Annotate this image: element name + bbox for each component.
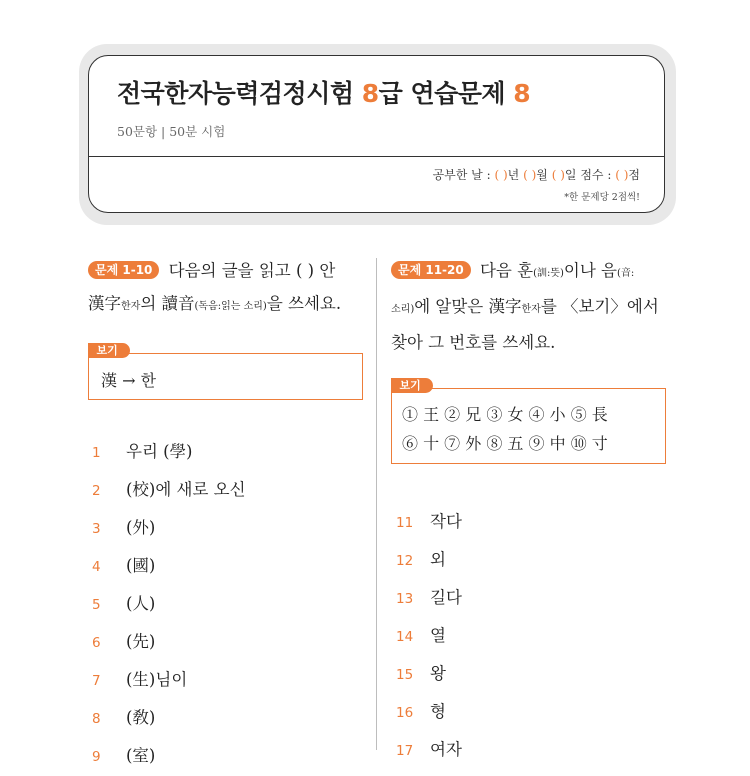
- test-info: 50문항 | 50분 시험: [117, 124, 226, 139]
- question-item: 6 (先): [92, 632, 156, 651]
- page-title: 전국한자능력검정시험 8급 연습문제 8: [117, 79, 531, 108]
- example-label: 보기: [391, 378, 433, 393]
- question-item: 16 형: [396, 702, 446, 721]
- question-item: 11 작다: [396, 512, 462, 531]
- question-item: 1 우리 (學): [92, 442, 193, 461]
- question-item: 8 (敎): [92, 708, 156, 727]
- study-date-line: 공부한 날 : ( )년 ( )월 ( )일 점수 : ( )점: [432, 168, 640, 182]
- question-item: 14 열: [396, 626, 446, 645]
- example-box-left: [88, 344, 363, 400]
- question-item: 12 외: [396, 550, 446, 569]
- question-list-left: [92, 433, 246, 775]
- example-box-right: [391, 379, 666, 464]
- question-item: 4 (國): [92, 556, 156, 575]
- example-row-2: ⑥ 十 ⑦ 外 ⑧ 五 ⑨ 中 ⑩ 寸: [402, 434, 608, 453]
- header-divider: [89, 156, 664, 157]
- left-instructions: 문제 1-10 다음의 글을 읽고 ( ) 안 漢字한자의 讀音(독음:읽는 소리)을 쓰세요.: [88, 261, 342, 313]
- example-row-1: ① 王 ② 兄 ③ 女 ④ 小 ⑤ 長: [402, 405, 608, 424]
- header-box: [88, 55, 665, 213]
- question-item: 17 여자: [396, 740, 462, 759]
- question-list-right: [396, 503, 462, 769]
- problem-badge-1-10: 문제 1-10: [88, 261, 159, 279]
- example-label: 보기: [88, 343, 130, 358]
- score-note: *한 문제당 2점씩!: [564, 192, 640, 203]
- problem-badge-11-20: 문제 11-20: [391, 261, 471, 279]
- question-item: 7 (生)님이: [92, 670, 188, 689]
- question-item: 5 (人): [92, 594, 156, 613]
- question-item: 2 (校)에 새로 오신: [92, 480, 246, 499]
- score-label: 점수 :: [580, 168, 612, 182]
- question-item: 13 길다: [396, 588, 462, 607]
- question-item: 3 (外): [92, 518, 156, 537]
- question-item: 15 왕: [396, 664, 446, 683]
- example-text: 漢 → 한: [101, 371, 157, 390]
- column-divider: [376, 258, 377, 750]
- question-item: 9 (室): [92, 746, 156, 765]
- right-instructions: 문제 11-20 다음 훈(訓:뜻)이나 음(音: 소리)에 알맞은 漢字한자를 〈보기〉에서 찾아 그 번호를 쓰세요.: [391, 261, 659, 352]
